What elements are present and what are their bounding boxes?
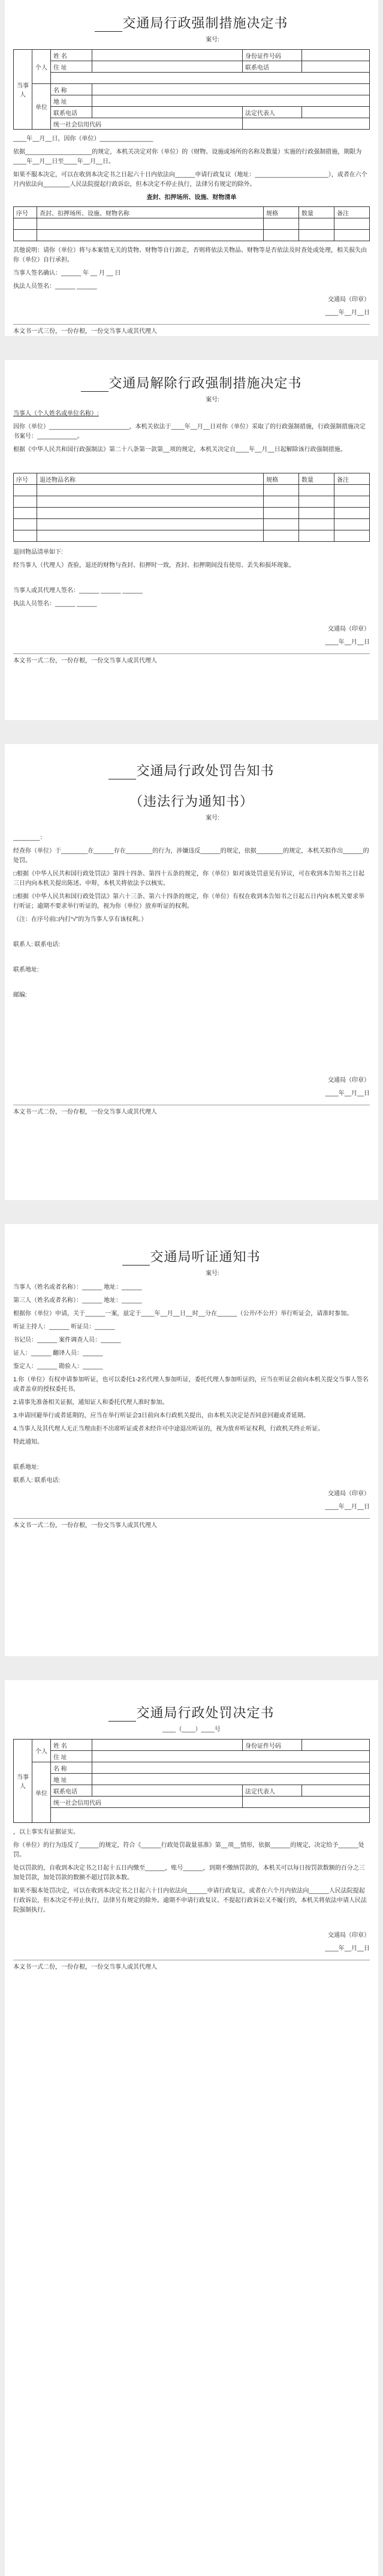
table-row[interactable] xyxy=(14,230,370,241)
doc1-list-heading: 查封、扣押场所、设施、财物清单 xyxy=(146,194,237,201)
doc5-name-value[interactable] xyxy=(92,1740,243,1751)
doc2-case-no-label: 案号: xyxy=(206,397,219,403)
doc5-para2: 你（单位）的行为违反了______的规定，符合《______行政处罚裁量基准》第__项__情形，依据______的规定，决定给予______处罚。 xyxy=(13,1842,364,1858)
doc1-title-text: 交通局行政强制措施决定书 xyxy=(122,16,288,31)
list-item: 2.请事先准备相关证据，通知证人和委托代理人准时参加。 xyxy=(13,1399,168,1406)
doc1-case-no-label: 案号: xyxy=(206,37,219,43)
doc5-para1: ，以上事实有证据证实。 xyxy=(13,1829,79,1836)
doc3-addressee: ________： xyxy=(13,835,46,841)
doc4-case-no xyxy=(13,1268,370,1277)
doc1-address-value[interactable] xyxy=(92,61,243,73)
doc5-unit-name-value[interactable] xyxy=(92,1762,370,1774)
document-penalty-notice xyxy=(5,744,378,1200)
doc3-footer: 本文书一式二份，一份存根，一份交当事人或其代理人 xyxy=(13,1105,370,1115)
doc1-title xyxy=(13,13,370,32)
doc1-credit-code-label: 统一社会信用代码 xyxy=(51,118,243,130)
doc5-unit-phone-label: 联系电话 xyxy=(51,1785,92,1797)
doc3-date: ____年__月__日 xyxy=(325,1090,370,1097)
doc5-unit-address-label: 地 址 xyxy=(51,1774,92,1785)
doc1-footer: 本文书一式三份，一份存根，一份交当事人或其代理人 xyxy=(13,324,370,335)
doc5-credit-code-label: 统一社会信用代码 xyxy=(51,1797,243,1808)
table-row[interactable] xyxy=(14,508,370,519)
doc4-line1: 当事人（姓名或者名称）：______ 地址：______ xyxy=(13,1284,142,1291)
doc5-name-label: 姓 名 xyxy=(51,1740,92,1751)
doc5-para3: 处以罚款的，自收到本决定书之日起十五日内缴至______，账号______，到期不缴纳罚款的，本机关可以每日按罚款数额的百分之三加处罚款，加处罚款的数额不超过罚款本数。 xyxy=(13,1865,365,1881)
doc1-seized-items-table xyxy=(13,206,370,241)
doc4-case-no-label: 案号: xyxy=(206,1270,219,1277)
doc2-returned-items-table xyxy=(13,473,370,542)
col-header: 退还物品名称 xyxy=(37,473,264,485)
doc2-seal: 交通局（印章） xyxy=(328,626,370,632)
doc4-clerk: 书记员：______ 案件调查人员：______ xyxy=(13,1337,121,1344)
doc4-title-text: 交通局听证通知书 xyxy=(150,1250,261,1265)
list-item: 3.申请回避举行或者延期的，应当在举行听证会3日前向本行政机关提出，由本机关决定是否同意回避或者延期。 xyxy=(13,1413,309,1419)
doc5-legal-rep-label: 法定代表人 xyxy=(243,1785,302,1797)
doc5-legal-rep-value[interactable] xyxy=(302,1785,370,1797)
doc1-credit-code-value[interactable] xyxy=(243,118,370,130)
doc1-sign-enforcer: 执法人员签名：______ ______ xyxy=(13,283,97,290)
doc1-para3: 如果不服本决定，可以在收到本决定书之日起六十日内依法向______申请行政复议（地址：______________________），或者在六个月内依法向________人民法院提起行政诉讼，但本决定不停止执行，法律另有规定的除外。 xyxy=(13,172,367,188)
doc5-person-label: 个人 xyxy=(32,1740,51,1762)
doc4-seal: 交通局（印章） xyxy=(328,1491,370,1497)
doc4-date: ____年__月__日 xyxy=(325,1504,370,1510)
doc4-line2: 第三人（姓名或者名称）：______ 地址：______ xyxy=(13,1297,142,1304)
doc3-zip: 邮编: xyxy=(13,992,27,998)
doc4-expert: 鉴定人：______ 勘验人：______ xyxy=(13,1363,103,1370)
doc3-title-text: 交通局行政处罚告知书 xyxy=(136,764,275,779)
doc5-address-label: 住 址 xyxy=(51,1751,92,1762)
doc1-unit-address-value[interactable] xyxy=(92,95,370,107)
doc5-unit-phone-value[interactable] xyxy=(92,1785,243,1797)
col-header: 序号 xyxy=(14,473,37,485)
doc1-legal-rep-value[interactable] xyxy=(302,107,370,118)
table-row[interactable] xyxy=(14,496,370,508)
doc2-title-text: 交通局解除行政强制措施决定书 xyxy=(108,376,302,391)
doc1-phone-value[interactable] xyxy=(302,61,370,73)
doc4-witness: 证人：______ 翻译人员：______ xyxy=(13,1350,103,1357)
doc1-seal: 交通局（印章） xyxy=(328,296,370,303)
col-header: 备注 xyxy=(334,473,370,485)
doc5-title xyxy=(13,1703,370,1722)
table-row[interactable] xyxy=(14,519,370,530)
doc5-credit-code-value[interactable] xyxy=(243,1797,370,1808)
doc1-name-label: 姓 名 xyxy=(51,50,92,61)
doc2-sign-enforcer: 执法人员签名：______ ______ xyxy=(13,601,97,607)
doc5-id-value[interactable] xyxy=(302,1740,370,1751)
doc1-para4: 其他说明：请你（单位）将与本案情无关的货物、财物等自行卸走，否则将依法关物品、财物等是否依法及时查处或处理，相关损失由你（单位）自行承担。 xyxy=(13,247,367,263)
doc3-case-no-label: 案号: xyxy=(206,815,219,821)
doc3-para4: （注：在序号前□内打“√”的为当事人享有该权利。） xyxy=(13,916,147,923)
doc1-id-label: 身份证件号码 xyxy=(243,50,302,61)
table-header-row xyxy=(14,473,370,485)
doc1-legal-rep-label: 法定代表人 xyxy=(243,107,302,118)
document-hearing-notice xyxy=(5,1224,378,1656)
doc1-id-value[interactable] xyxy=(302,50,370,61)
doc1-unit-phone-value[interactable] xyxy=(92,107,243,118)
doc5-date: ____年__月__日 xyxy=(325,1945,370,1952)
col-header: 规格 xyxy=(264,207,299,218)
doc4-title xyxy=(13,1247,370,1265)
doc5-title-text: 交通局行政处罚决定书 xyxy=(136,1706,275,1721)
doc5-unit-blank xyxy=(51,1808,370,1823)
doc2-case-no xyxy=(13,394,370,403)
doc1-sign-party: 当事人签名确认：______ 年 __ 月 __ 日 xyxy=(13,270,121,277)
doc1-person-label: 个人 xyxy=(32,50,51,84)
doc5-para4: 如果不服本处罚决定，可以在收到本决定书之日起六十日内依法向______申请行政复议，或者在六个月内依法向______人民法院提起行政诉讼，但本决定不停止执行，法律另有规定的除外。逾期不申请行政复议、不提起行政诉讼又不履行的，本机关将依法申请人民法院强制执行。 xyxy=(13,1888,367,1914)
doc5-id-label: 身份证件号码 xyxy=(243,1740,302,1751)
doc4-notice: 特此通知。 xyxy=(13,1439,43,1446)
doc1-case-no xyxy=(13,34,370,43)
doc3-contact: 联系人: 联系电话: xyxy=(13,941,61,948)
col-header: 查封、扣押场所、设施、财物名称 xyxy=(37,207,264,218)
doc4-para1: 根据你（单位）申请，关于______一案，兹定于____年__月__日__时__分在______（公开/不公开）举行听证会，请准时参加。 xyxy=(13,1311,353,1317)
col-header: 数量 xyxy=(299,473,334,485)
document-penalty-decision xyxy=(5,1680,378,2576)
doc2-date: ____年__月__日 xyxy=(325,639,370,646)
doc1-para2: 依据____________________的规定，本机关决定对你（单位）的（财物、设施或场所的名称及数量）实施的行政强制措施，期限为____年__月__日至____年__月__日。 xyxy=(13,149,362,165)
doc3-title xyxy=(13,761,370,779)
doc2-sign-party: 当事人或其代理人签名：______ ______ ______ xyxy=(13,587,143,594)
doc5-unit-label: 单位 xyxy=(32,1762,51,1823)
doc4-contact-person: 联系人: 联系电话: xyxy=(13,1477,61,1484)
doc1-unit-address-label: 地 址 xyxy=(51,95,92,107)
doc3-address: 联系地址: xyxy=(13,967,39,973)
doc1-phone-label: 联系电话 xyxy=(243,61,302,73)
doc3-para3: □根据《中华人民共和国行政处罚法》第六十三条、第六十四条的规定，你（单位）有权在收到本告知书之日起五日内向本机关要求举行听证；逾期不要求举行听证的，视为你（单位）放弃听证的权利。 xyxy=(13,893,365,910)
col-header: 数量 xyxy=(299,207,334,218)
doc2-para2: 根据《中华人民共和国行政强制法》第二十八条第一款第__项的规定，本机关决定自____年__月__日起解除该行政强制措施。 xyxy=(13,446,346,453)
doc1-para1: ____年__月__日，因你（单位）________________ xyxy=(13,136,153,142)
doc1-party-label: 当事人 xyxy=(14,50,32,130)
document-forced-measure-decision xyxy=(5,0,378,336)
doc3-seal: 交通局（印章） xyxy=(328,1077,370,1084)
doc1-unit-name-value[interactable] xyxy=(92,84,370,95)
list-item: 1.你（单位）有权申请参加听证，也可以委托1-2名代理人参加听证，委托代理人参加听证的，应当在听证会前向本机关提交当事人签名或者盖章的授权委托书。 xyxy=(13,1377,369,1393)
document-release-measure-decision xyxy=(5,360,378,720)
doc5-party-table xyxy=(13,1739,370,1823)
col-header: 规格 xyxy=(264,473,299,485)
doc4-host: 听证主持人：______ 听证员：______ xyxy=(13,1324,115,1330)
table-row[interactable] xyxy=(14,530,370,542)
doc2-footer: 本文书一式二份，一份存根，一份交当事人或其代理人 xyxy=(13,653,370,664)
doc5-seal: 交通局（印章） xyxy=(328,1932,370,1939)
doc2-title xyxy=(13,373,370,392)
doc2-para3: 退回物品清单如下: xyxy=(13,549,63,556)
doc3-case-no xyxy=(13,812,370,821)
doc1-address-label: 住 址 xyxy=(51,61,92,73)
table-header-row xyxy=(14,207,370,218)
doc2-para1: 因你（单位）________________________，本机关依法于____年__月__日对你（单位）采取了的行政强制措施，行政强制措施决定书案号：____________。 xyxy=(13,424,366,440)
doc3-subtitle: （违法行为通知书） xyxy=(129,794,254,809)
doc5-unit-address-value[interactable] xyxy=(92,1774,370,1785)
doc5-unit-name-label: 名 称 xyxy=(51,1762,92,1774)
doc2-para4: 经当事人（代理人）查验，退还的财物与查封、扣押时一致，查封、扣押期间没有使用、丢失和损坏现象。 xyxy=(13,562,295,569)
list-item: 4.当事人及其代理人无正当理由拒不出席听证或者未经许可中途退出听证的，视为放弃听证权利，行政机关终止听证。 xyxy=(13,1426,324,1432)
doc1-date: ____年__月__日 xyxy=(325,310,370,316)
doc1-unit-name-label: 名 称 xyxy=(51,84,92,95)
table-row[interactable] xyxy=(14,218,370,230)
doc5-case-no: ____（____）____号 xyxy=(162,1726,221,1733)
doc2-party-line: 当事人（个人姓名或单位名称）: xyxy=(13,410,99,417)
doc5-footer: 本文书一式二份，一份存根，一份交当事人或其代理人 xyxy=(13,1960,370,1971)
doc1-party-table xyxy=(13,49,370,130)
doc1-person-blank xyxy=(51,73,370,84)
col-header: 序号 xyxy=(14,207,37,218)
col-header: 备注 xyxy=(334,207,370,218)
table-row[interactable] xyxy=(14,485,370,496)
doc3-para2: □根据《中华人民共和国行政处罚法》第四十四条、第四十五条的规定，你（单位）如对该处罚意见有异议，可在收到本告知书之日起三日内向本机关提出陈述、申辩，本机关将依法予以核实。 xyxy=(13,871,365,887)
doc1-name-value[interactable] xyxy=(92,50,243,61)
doc5-address-value[interactable] xyxy=(92,1751,370,1762)
doc4-footer: 本文书一式二份，一份存根，一份交当事人或其代理人 xyxy=(13,1518,370,1529)
doc5-party-label: 当事人 xyxy=(14,1740,32,1823)
doc4-contact-address: 联系地址: xyxy=(13,1464,39,1471)
doc1-unit-label: 单位 xyxy=(32,84,51,130)
doc3-para1: 经查你（单位）于________在______存在________的行为，涉嫌违反______的规定，依据________的规定，本机关拟作出______的处罚。 xyxy=(13,848,369,864)
doc1-unit-phone-label: 联系电话 xyxy=(51,107,92,118)
